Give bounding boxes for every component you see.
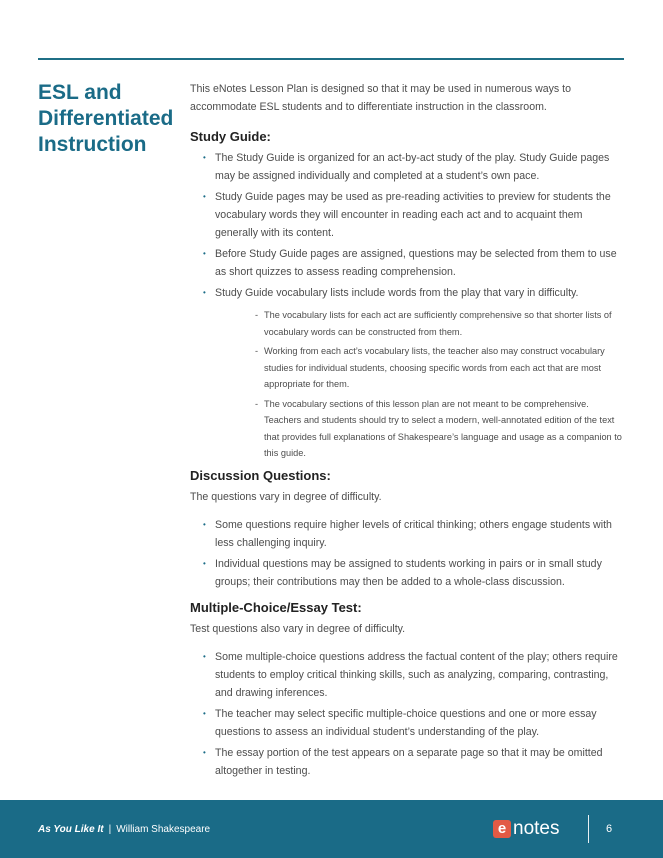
bullet-icon: • — [203, 747, 206, 757]
footer-divider — [588, 815, 589, 843]
footer-citation — [38, 823, 210, 837]
dash-icon: - — [255, 310, 259, 320]
main-content — [190, 80, 624, 783]
list-item: • The essay portion of the test appears on a separate page so that it may be omitted altogether in testing. — [190, 744, 624, 780]
side-heading-line-2: Differentiated — [38, 107, 174, 130]
bullet-icon: • — [203, 708, 206, 718]
sub-list-item: - The vocabulary lists for each act are sufficiently comprehensive so that shorter lists of vocabulary words can be constructed from them. — [215, 307, 624, 340]
bullet-icon: • — [203, 519, 206, 529]
list-item: • The Study Guide is organized for an act-by-act study of the play. Study Guide pages may be assigned individually and completed at a student’s own pace. — [190, 149, 624, 185]
page-number: 6 — [606, 823, 613, 835]
test-title: Multiple-Choice/Essay Test: — [190, 599, 362, 615]
list-item: • Individual questions may be assigned to students working in pairs or in small study groups; their contributions may then be added to a whole-class discussion. — [190, 555, 624, 591]
top-rule — [38, 58, 624, 60]
bullet-icon: • — [203, 288, 206, 297]
enotes-logo[interactable] — [493, 819, 559, 839]
bullet-icon: • — [203, 249, 206, 258]
book-title: As You Like It — [38, 824, 104, 835]
footer-separator: | — [108, 824, 112, 835]
list-item: • Before Study Guide pages are assigned, questions may be selected from them to use as short quizzes to assess reading comprehension. — [190, 245, 624, 281]
dash-icon: - — [255, 346, 259, 356]
side-heading-line-3: Instruction — [38, 133, 147, 156]
test-intro: Test questions also vary in degree of difficulty. — [190, 622, 406, 635]
sub-list-item: - Working from each act’s vocabulary lists, the teacher also may construct vocabulary studies for individual students, choosing specific words from each act that are most appropriate for them. — [215, 343, 624, 393]
bullet-icon: • — [203, 192, 206, 201]
discussion-list — [190, 516, 624, 591]
list-item: • Study Guide vocabulary lists include words from the play that vary in difficulty. - The vocabulary lists for each act are sufficiently comprehensive so that shorter lists of vocabulary words can be constructed from them. - Working from each act’s vocabulary lists, the teacher also may construct vocabulary studies for individual students, choosing specific words from each act that are most appropriate for them. - The vocabulary sections of this lesson plan are not meant to be comprehensive. Teachers and students should try to select a modern, well-annotated edition of the text that provides full explanations of Shakespeare’s language and usage as a companion to this guide. — [190, 284, 624, 462]
list-item: • Study Guide pages may be used as pre-reading activities to preview for students the vocabulary words they will encounter in reading each act and to acquaint them generally with its content. — [190, 188, 624, 242]
intro-paragraph: This eNotes Lesson Plan is designed so that it may be used in numerous ways to accommodate ESL students and to differentiate instruction in the classroom. — [190, 83, 571, 113]
bullet-icon: • — [203, 651, 206, 661]
list-item: • Some multiple-choice questions address the factual content of the play; others require students to employ critical thinking skills, such as analyzing, comparing, contrasting, and drawing inferences. — [190, 648, 624, 702]
logo-wordmark: notes — [513, 818, 560, 839]
side-heading-line-1: ESL and — [38, 81, 122, 104]
discussion-title: Discussion Questions: — [190, 467, 331, 483]
study-guide-list — [190, 149, 624, 462]
page-footer — [0, 800, 663, 858]
study-guide-title: Study Guide: — [190, 129, 271, 144]
bullet-icon: • — [203, 558, 206, 568]
author-name: William Shakespeare — [116, 824, 211, 835]
discussion-intro: The questions vary in degree of difficulty. — [190, 490, 382, 503]
side-heading — [38, 80, 186, 158]
list-item: • Some questions require higher levels of critical thinking; others engage students with less challenging inquiry. — [190, 516, 624, 552]
bullet-icon: • — [203, 153, 206, 162]
test-list — [190, 648, 624, 780]
sub-list-item: - The vocabulary sections of this lesson plan are not meant to be comprehensive. Teachers and students should try to select a modern, well-annotated edition of the text that provides full explanations of Shakespeare’s language and usage as a companion to this guide. — [215, 396, 624, 462]
dash-icon: - — [255, 398, 259, 409]
logo-e-mark: e — [493, 820, 511, 838]
list-item: • The teacher may select specific multiple-choice questions and one or more essay questions to assess an individual student’s understanding of the play. — [190, 705, 624, 741]
vocabulary-sub-list — [215, 307, 624, 462]
